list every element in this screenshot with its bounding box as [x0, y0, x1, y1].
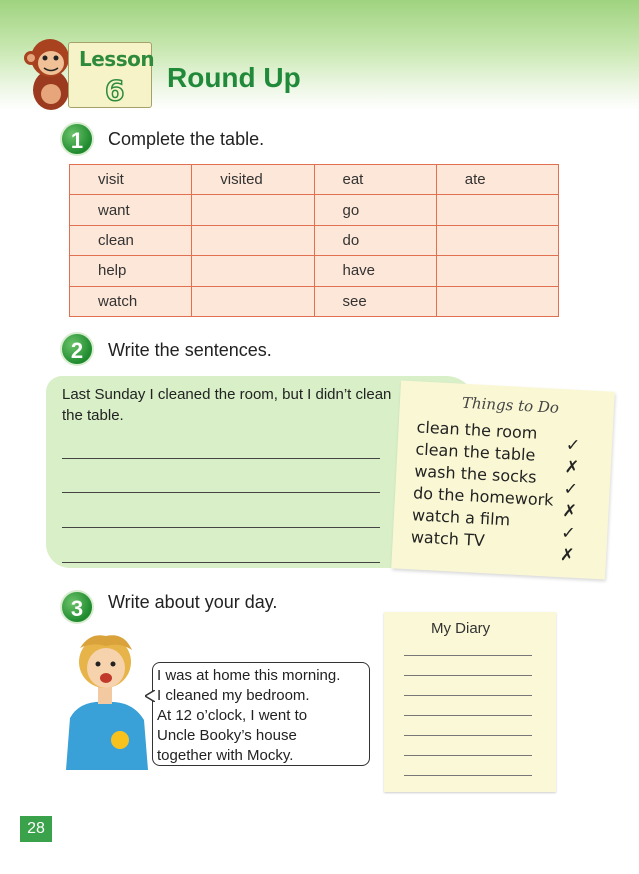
section-2-badge: 2	[60, 332, 94, 366]
answer-cell[interactable]	[436, 256, 558, 286]
answer-line[interactable]	[62, 458, 380, 459]
speech-line: I was at home this morning.	[157, 667, 341, 684]
answer-cell[interactable]	[436, 225, 558, 255]
table-cell: go	[314, 195, 436, 225]
section-1-title: Complete the table.	[108, 129, 265, 149]
note-item: watch a film	[411, 505, 511, 530]
note-item: clean the room	[416, 417, 538, 443]
diary-card	[384, 612, 556, 792]
boy-illustration-icon	[60, 628, 154, 770]
note-item: do the homework	[412, 483, 554, 510]
table-cell: have	[314, 256, 436, 286]
lesson-badge	[68, 42, 155, 108]
section-3-badge: 3	[60, 590, 94, 624]
answer-line[interactable]	[62, 562, 380, 563]
note-item: watch TV	[410, 527, 486, 551]
answer-line[interactable]	[62, 527, 380, 528]
diary-line[interactable]	[404, 695, 532, 696]
table-cell: ate	[436, 165, 558, 195]
note-title: Things to Do	[461, 393, 560, 417]
answer-cell[interactable]	[192, 256, 314, 286]
table-row	[70, 165, 559, 195]
note-item: wash the socks	[413, 461, 538, 487]
table-cell: see	[314, 286, 436, 316]
table-cell: visited	[192, 165, 314, 195]
diary-line[interactable]	[404, 755, 532, 756]
answer-cell[interactable]	[436, 195, 558, 225]
cross-icon: ✗	[564, 457, 580, 477]
answer-line[interactable]	[62, 492, 380, 493]
cross-icon: ✗	[559, 545, 575, 565]
things-to-do-note	[391, 381, 615, 580]
check-icon: ✓	[565, 435, 581, 455]
section-1-badge: 1	[60, 122, 94, 156]
page-title: Round Up	[167, 62, 301, 93]
table-cell: help	[70, 256, 192, 286]
diary-title: My Diary	[431, 620, 491, 637]
table-row	[70, 195, 559, 225]
speech-line: Uncle Booky’s house	[157, 727, 297, 744]
table-cell: do	[314, 225, 436, 255]
speech-line: together with Mocky.	[157, 747, 294, 764]
table-cell: eat	[314, 165, 436, 195]
lesson-number: 6	[105, 74, 125, 107]
speech-line: At 12 o’clock, I went to	[157, 707, 308, 724]
example-sentence: Last Sunday I cleaned the room, but I didn’t clean the table.	[62, 386, 392, 424]
table-cell: clean	[70, 225, 192, 255]
table-row	[70, 286, 559, 316]
table-cell: visit	[70, 165, 192, 195]
answer-cell[interactable]	[192, 225, 314, 255]
page-number: 28	[20, 816, 52, 842]
speech-bubble	[152, 662, 370, 766]
verb-table	[69, 164, 559, 317]
section-3-title: Write about your day.	[108, 592, 278, 612]
diary-line[interactable]	[404, 715, 532, 716]
check-icon: ✓	[563, 479, 579, 499]
answer-cell[interactable]	[192, 195, 314, 225]
table-row	[70, 225, 559, 255]
note-item: clean the table	[415, 439, 536, 465]
cross-icon: ✗	[561, 501, 578, 521]
table-row	[70, 256, 559, 286]
table-cell: want	[70, 195, 192, 225]
diary-line[interactable]	[404, 655, 532, 656]
table-cell: watch	[70, 286, 192, 316]
diary-line[interactable]	[404, 775, 532, 776]
section-2-title: Write the sentences.	[108, 340, 272, 360]
speech-line: I cleaned my bedroom.	[157, 687, 310, 704]
answer-cell[interactable]	[436, 286, 558, 316]
answer-cell[interactable]	[192, 286, 314, 316]
diary-line[interactable]	[404, 675, 532, 676]
check-icon: ✓	[560, 523, 577, 543]
lesson-label: Lesson	[79, 47, 155, 71]
speech-tail	[145, 690, 155, 702]
diary-line[interactable]	[404, 735, 532, 736]
